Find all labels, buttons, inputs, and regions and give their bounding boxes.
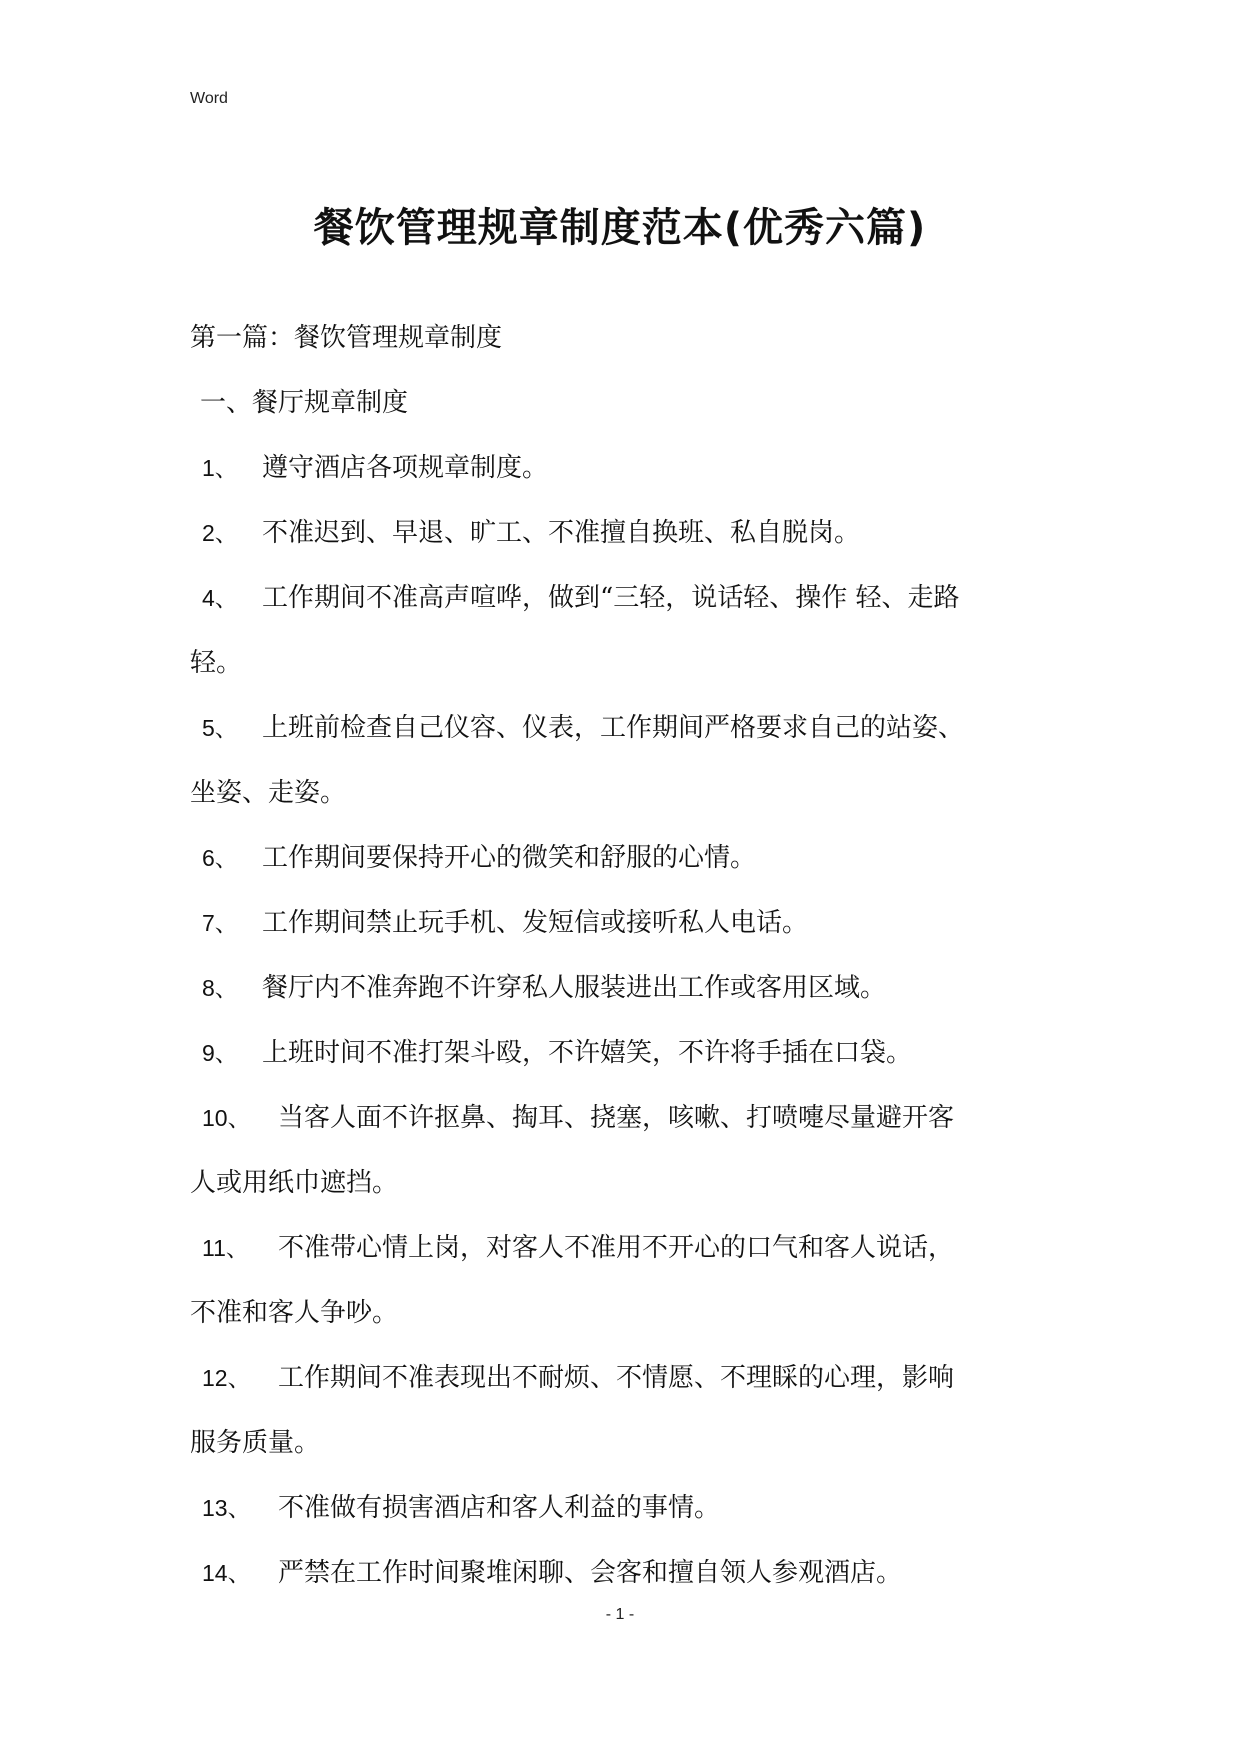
list-item bbox=[190, 696, 1056, 761]
item-number: 10、 bbox=[202, 1105, 251, 1131]
header-label: Word bbox=[190, 90, 228, 107]
item-continuation: 服务质量。 bbox=[190, 1428, 321, 1458]
section-heading: 第一篇：餐饮管理规章制度 bbox=[190, 323, 503, 353]
list-item bbox=[190, 1346, 1056, 1411]
item-number: 8、 bbox=[202, 975, 238, 1001]
document-body bbox=[190, 306, 1056, 1606]
item-text: 严禁在工作时间聚堆闲聊、会客和擅自领人参观酒店。 bbox=[278, 1558, 903, 1588]
item-number: 12、 bbox=[202, 1365, 251, 1391]
item-text: 工作期间不准表现出不耐烦、不情愿、不理睬的心理，影响 bbox=[278, 1363, 955, 1393]
item-text: 上班时间不准打架斗殴，不许嬉笑，不许将手插在口袋。 bbox=[262, 1038, 913, 1068]
item-number: 6、 bbox=[202, 845, 238, 871]
item-number: 2、 bbox=[202, 520, 238, 546]
list-item bbox=[190, 1021, 1056, 1086]
subsection-heading: 一、餐厅规章制度 bbox=[200, 388, 409, 418]
list-item bbox=[190, 1541, 1056, 1606]
item-number: 4、 bbox=[202, 585, 238, 611]
item-text: 不准迟到、早退、旷工、不准擅自换班、私自脱岗。 bbox=[262, 518, 861, 548]
item-text: 遵守酒店各项规章制度。 bbox=[262, 453, 549, 483]
item-continuation: 坐姿、走姿。 bbox=[190, 778, 347, 808]
list-item bbox=[190, 826, 1056, 891]
item-number: 13、 bbox=[202, 1495, 251, 1521]
item-continuation: 人或用纸巾遮挡。 bbox=[190, 1168, 399, 1198]
item-continuation: 不准和客人争吵。 bbox=[190, 1298, 399, 1328]
list-item bbox=[190, 1086, 1056, 1151]
item-number: 9、 bbox=[202, 1040, 238, 1066]
item-number: 1、 bbox=[202, 455, 238, 481]
item-text: 上班前检查自己仪容、仪表，工作期间严格要求自己的站姿、 bbox=[262, 713, 965, 743]
list-item bbox=[190, 1216, 1056, 1281]
list-item bbox=[190, 501, 1056, 566]
item-text: 工作期间不准高声喧哗，做到“三轻，说话轻、操作 轻、走路 bbox=[262, 583, 960, 613]
item-text: 不准带心情上岗，对客人不准用不开心的口气和客人说话， bbox=[278, 1233, 955, 1263]
page-number: - 1 - bbox=[605, 1606, 635, 1623]
item-text: 当客人面不许抠鼻、掏耳、挠塞，咳嗽、打喷嚏尽量避开客 bbox=[278, 1103, 955, 1133]
list-item bbox=[190, 436, 1056, 501]
item-text: 餐厅内不准奔跑不许穿私人服装进出工作或客用区域。 bbox=[262, 973, 887, 1003]
item-text: 工作期间禁止玩手机、发短信或接听私人电话。 bbox=[262, 908, 809, 938]
item-text: 不准做有损害酒店和客人利益的事情。 bbox=[278, 1493, 721, 1523]
document-title: 餐饮管理规章制度范本(优秀六篇) bbox=[313, 205, 927, 251]
list-item bbox=[190, 956, 1056, 1021]
item-number: 7、 bbox=[202, 910, 238, 936]
list-item bbox=[190, 566, 1056, 631]
item-continuation: 轻。 bbox=[190, 648, 243, 678]
item-number: 5、 bbox=[202, 715, 238, 741]
list-item bbox=[190, 891, 1056, 956]
list-item bbox=[190, 1476, 1056, 1541]
item-text: 工作期间要保持开心的微笑和舒服的心情。 bbox=[262, 843, 757, 873]
item-number: 11、 bbox=[202, 1235, 249, 1261]
item-number: 14、 bbox=[202, 1560, 251, 1586]
